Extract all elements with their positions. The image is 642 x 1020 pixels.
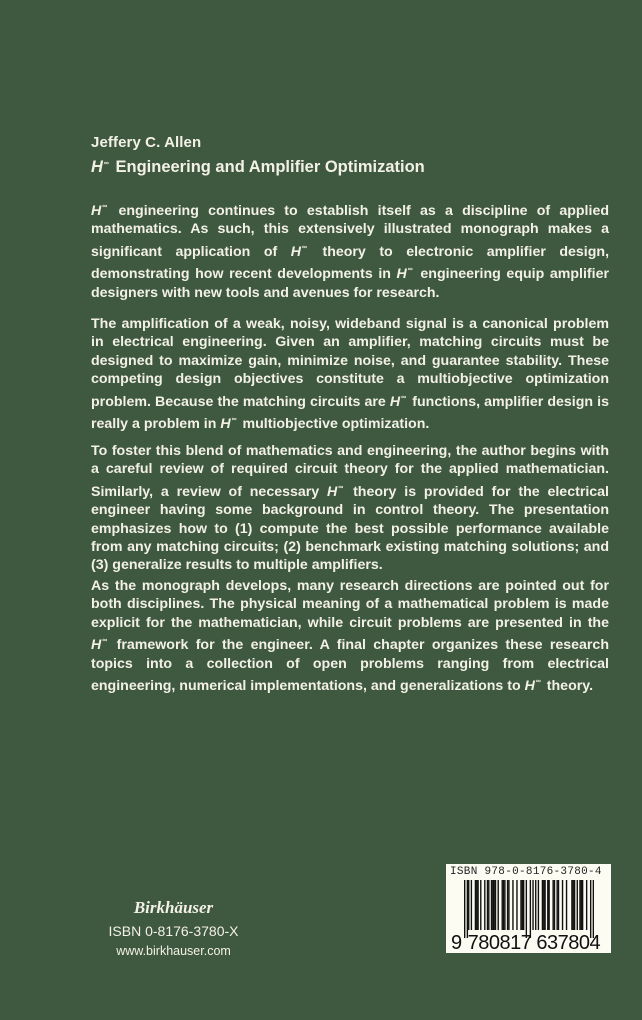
h-infinity-symbol: H∞ bbox=[389, 393, 407, 410]
isbn-10: ISBN 0-8176-3780-X bbox=[108, 923, 239, 939]
author-name: Jeffery C. Allen bbox=[91, 134, 202, 151]
barcode-isbn-label: ISBN 978-0-8176-3780-4 bbox=[450, 866, 602, 878]
blurb-paragraph-2: The amplification of a weak, noisy, wideband signal is a canonical problem in electrical engineering. Given an amplifier, matching circuits must be designed to maximize gain, minimize noise, and guarantee stability. These competing design objectives constitute a multiobjective optimization problem. Because the matching circuits are H∞ functions, amplifier design is really a problem in H∞ multiobjective optimization. bbox=[91, 316, 609, 433]
barcode-icon bbox=[464, 880, 594, 938]
h-infinity-symbol: H∞ bbox=[396, 266, 413, 283]
h-infinity-symbol: H∞ bbox=[220, 416, 237, 433]
h-infinity-symbol: H∞ bbox=[91, 158, 109, 176]
book-title: H∞ Engineering and Amplifier Optimization bbox=[91, 158, 425, 176]
h-infinity-symbol: H∞ bbox=[91, 203, 108, 219]
publisher-website: www.birkhauser.com bbox=[116, 944, 231, 958]
h-infinity-symbol: H∞ bbox=[327, 483, 344, 500]
barcode-box bbox=[446, 864, 611, 953]
barcode-digits: 9 780817 637804 bbox=[451, 932, 601, 954]
blurb-paragraph-1: H∞ engineering continues to establish itself as a discipline of applied mathematics. As such, this extensively illustrated monograph makes a significant application of H∞ theory to electronic amplifier design, demonstrating how recent developments in H∞ engineering equip amplifier designers with new tools and avenues for research. bbox=[91, 203, 610, 301]
blurb-paragraph-3: To foster this blend of mathematics and engineering, the author begins with a careful review of required circuit theory for the applied mathematician. Similarly, a review of necessary H∞ theory is provided for the electrical engineer having some background in control theory. The presentation emphasizes how to (1) compute the best possible performance available from any matching circuits; (2) benchmark existing matching solutions; and (3) generalize results to multiple amplifiers. bbox=[91, 443, 609, 574]
publisher-logo: Birkhäuser bbox=[133, 898, 214, 917]
h-infinity-symbol: H∞ bbox=[91, 637, 108, 654]
h-infinity-symbol: H∞ bbox=[290, 243, 307, 260]
h-infinity-symbol: H∞ bbox=[524, 678, 541, 695]
blurb-paragraph-4: As the monograph develops, many research directions are pointed out for both disciplines. The physical meaning of a mathematical problem is made explicit for the mathematician, while circuit problems are presented in the H∞ framework for the engineer. A final chapter organizes these research topics into a collection of open problems ranging from electrical engineering, numerical implementations, and generalizations to H∞ theory. bbox=[91, 578, 609, 695]
